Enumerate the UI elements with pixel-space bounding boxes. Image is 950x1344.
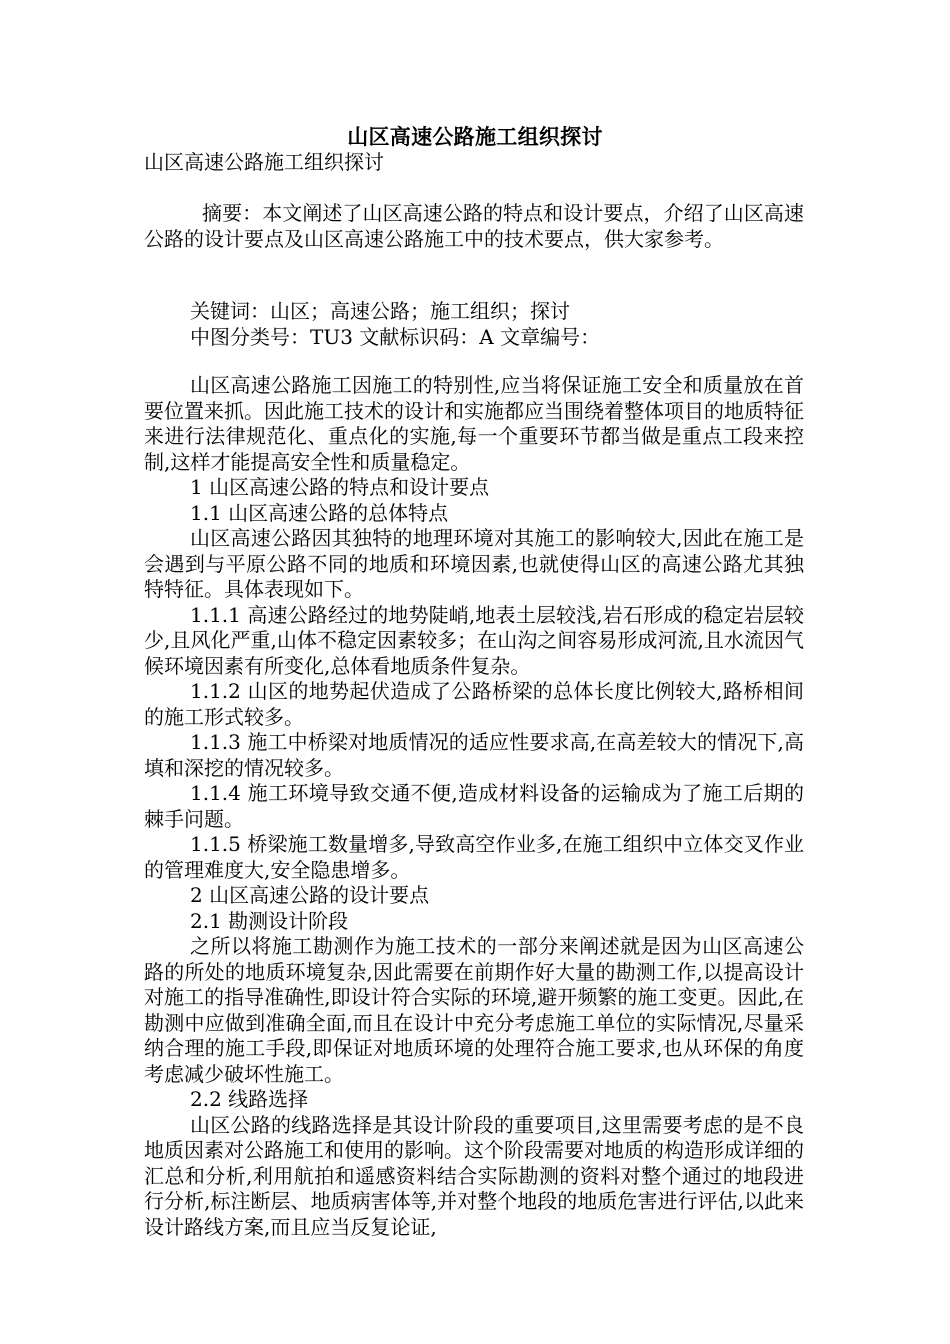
abstract-paragraph: 摘要：本文阐述了山区高速公路的特点和设计要点，介绍了山区高速公路的设计要点及山区高速公路施工中的技术要点，供大家参考。 <box>144 201 804 251</box>
classification-line: 中图分类号：TU3 文献标识码：A 文章编号： <box>190 324 601 349</box>
document-title: 山区高速公路施工组织探讨 <box>347 124 603 149</box>
document-subtitle: 山区高速公路施工组织探讨 <box>144 150 384 174</box>
section-heading-2-1: 2.1 勘测设计阶段 <box>190 908 349 933</box>
paragraph-2-1: 之所以将施工勘测作为施工技术的一部分来阐述就是因为山区高速公路的所处的地质环境复杂,因此需要在前期作好大量的勘测工作,以提高设计对施工的指导准确性,即设计符合实际的环境,避开频繁的施工变更。因此,在勘测中应做到准确全面,而且在设计中充分考虑施工单位的实际情况,尽量采纳合理的施工手段,即保证对地质环境的处理符合施工要求,也从环保的角度考虑减少破坏性施工。 <box>144 934 804 1086</box>
intro-paragraph: 山区高速公路施工因施工的特别性,应当将保证施工安全和质量放在首要位置来抓。因此施工技术的设计和实施都应当围绕着整体项目的地质特征来进行法律规范化、重点化的实施,每一个重要环节都当做是重点工段来控制,这样才能提高安全性和质量稳定。 <box>144 373 804 474</box>
document-subtitle-block <box>144 150 804 176</box>
section-heading-1: 1 山区高速公路的特点和设计要点 <box>190 475 490 499</box>
paragraph-1-1-3: 1.1.3 施工中桥梁对地质情况的适应性要求高,在高差较大的情况下,高填和深挖的情况较多。 <box>144 730 804 780</box>
keywords-block <box>144 299 804 350</box>
keywords-line: 关键词：山区；高速公路；施工组织；探讨 <box>190 299 570 323</box>
abstract-block <box>144 201 804 252</box>
paragraph-1-1-1: 1.1.1 高速公路经过的地势陡峭,地表土层较浅,岩石形成的稳定岩层较少,且风化严重,山体不稳定因素较多；在山沟之间容易形成河流,且水流因气候环境因素有所变化,总体看地质条件复杂。 <box>144 602 804 678</box>
paragraph-1-1-2: 1.1.2 山区的地势起伏造成了公路桥梁的总体长度比例较大,路桥相间的施工形式较多。 <box>144 679 804 729</box>
section-heading-1-1: 1.1 山区高速公路的总体特点 <box>190 500 449 525</box>
paragraph-1-1: 山区高速公路因其独特的地理环境对其施工的影响较大,因此在施工是会遇到与平原公路不同的地质和环境因素,也就使得山区的高速公路尤其独特特征。具体表现如下。 <box>144 526 804 601</box>
paragraph-2-2: 山区公路的线路选择是其设计阶段的重要项目,这里需要考虑的是不良地质因素对公路施工和使用的影响。这个阶段需要对地质的构造形成详细的汇总和分析,利用航拍和遥感资料结合实际勘测的资料对整个通过的地段进行分析,标注断层、地质病害体等,并对整个地段的地质危害进行评估,以此来设计路线方案,而且应当反复论证, <box>144 1112 804 1239</box>
section-heading-2-2: 2.2 线路选择 <box>190 1087 309 1111</box>
section-heading-2: 2 山区高速公路的设计要点 <box>190 883 430 907</box>
paragraph-1-1-5: 1.1.5 桥梁施工数量增多,导致高空作业多,在施工组织中立体交叉作业的管理难度大,安全隐患增多。 <box>144 832 804 882</box>
body-block <box>144 373 804 1240</box>
paragraph-1-1-4: 1.1.4 施工环境导致交通不便,造成材料设备的运输成为了施工后期的棘手问题。 <box>144 781 804 831</box>
